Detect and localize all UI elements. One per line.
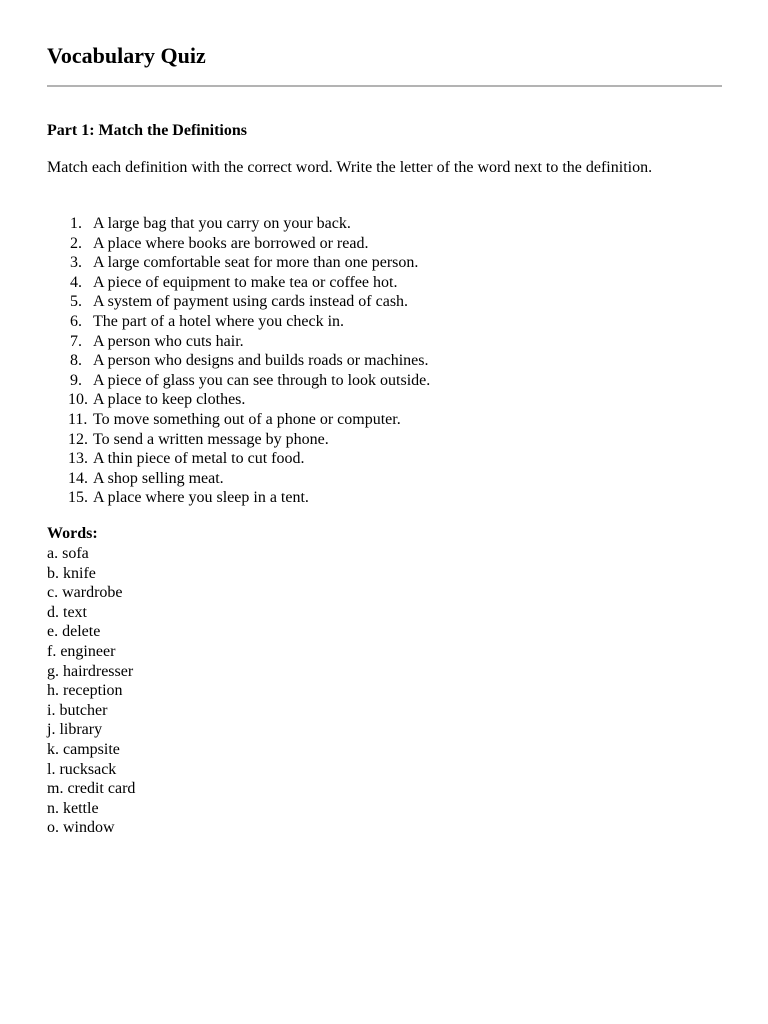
word-item: d. text: [47, 603, 87, 621]
definition-item: [47, 292, 430, 312]
word-item: h. reception: [47, 682, 123, 700]
word-item: c. wardrobe: [47, 584, 123, 602]
definition-text: A person who cuts hair.: [93, 332, 244, 350]
definition-number: 3.: [70, 254, 82, 272]
word-bank-list: [47, 544, 135, 838]
definition-text: A system of payment using cards instead of cash.: [93, 293, 409, 311]
definition-number: 11.: [68, 410, 88, 428]
definition-text: A place where books are borrowed or read.: [93, 234, 369, 252]
definition-text: To move something out of a phone or computer.: [93, 410, 401, 428]
definition-number: 13.: [68, 450, 88, 468]
definition-item: [47, 410, 430, 430]
definition-text: A large bag that you carry on your back.: [93, 215, 351, 232]
definition-item: [47, 234, 430, 254]
part1-heading: Part 1: Match the Definitions: [47, 122, 247, 139]
word-item: e. delete: [47, 623, 101, 641]
word-item: i. butcher: [47, 701, 108, 719]
definition-number: 15.: [68, 489, 88, 507]
definition-item: [47, 312, 430, 332]
word-item: n. kettle: [47, 799, 99, 817]
definition-text: The part of a hotel where you check in.: [93, 312, 345, 330]
definition-item: [47, 469, 430, 489]
definition-number: 1.: [70, 215, 82, 232]
page-title: Vocabulary Quiz: [47, 43, 206, 68]
definition-number: 6.: [70, 312, 82, 330]
words-heading: Words:: [47, 525, 98, 542]
definition-number: 10.: [68, 391, 88, 409]
word-item: o. window: [47, 819, 115, 837]
definition-text: A shop selling meat.: [93, 469, 224, 487]
word-item: j. library: [47, 721, 103, 739]
word-item: l. rucksack: [47, 760, 117, 778]
definition-text: A place where you sleep in a tent.: [93, 489, 309, 507]
definition-number: 7.: [70, 332, 82, 350]
definition-number: 14.: [68, 469, 88, 487]
definition-text: A piece of glass you can see through to look outside.: [93, 371, 431, 389]
definition-text: To send a written message by phone.: [93, 430, 329, 448]
definition-item: [47, 449, 430, 469]
definition-item: [47, 273, 430, 293]
definition-text: A person who designs and builds roads or machines.: [93, 352, 429, 370]
definition-number: 2.: [70, 234, 82, 252]
part1-instructions: Match each definition with the correct word. Write the letter of the word next to the definition.: [47, 159, 653, 176]
definition-text: A piece of equipment to make tea or coffee hot.: [93, 273, 398, 291]
definition-text: A place to keep clothes.: [93, 391, 246, 409]
definition-number: 5.: [70, 293, 82, 311]
word-item: k. campsite: [47, 740, 120, 758]
word-item: m. credit card: [47, 780, 136, 798]
definition-number: 12.: [68, 430, 88, 448]
definition-text: A large comfortable seat for more than one person.: [93, 254, 419, 272]
definition-text: A thin piece of metal to cut food.: [93, 450, 305, 468]
definition-item: [47, 390, 430, 410]
definition-item: [47, 351, 430, 371]
definition-item: [47, 430, 430, 450]
definition-item: [47, 214, 430, 234]
word-item: g. hairdresser: [47, 662, 134, 680]
word-item: f. engineer: [47, 642, 116, 660]
definitions-list: [47, 214, 430, 508]
word-item: a. sofa: [47, 545, 89, 562]
definition-number: 9.: [70, 371, 82, 389]
definition-item: [47, 371, 430, 391]
definition-number: 4.: [70, 273, 82, 291]
definition-item: [47, 253, 430, 273]
definition-item: [47, 332, 430, 352]
word-item: b. knife: [47, 564, 96, 582]
definition-number: 8.: [70, 352, 82, 370]
title-divider: [47, 85, 722, 87]
definition-item: [47, 488, 430, 508]
